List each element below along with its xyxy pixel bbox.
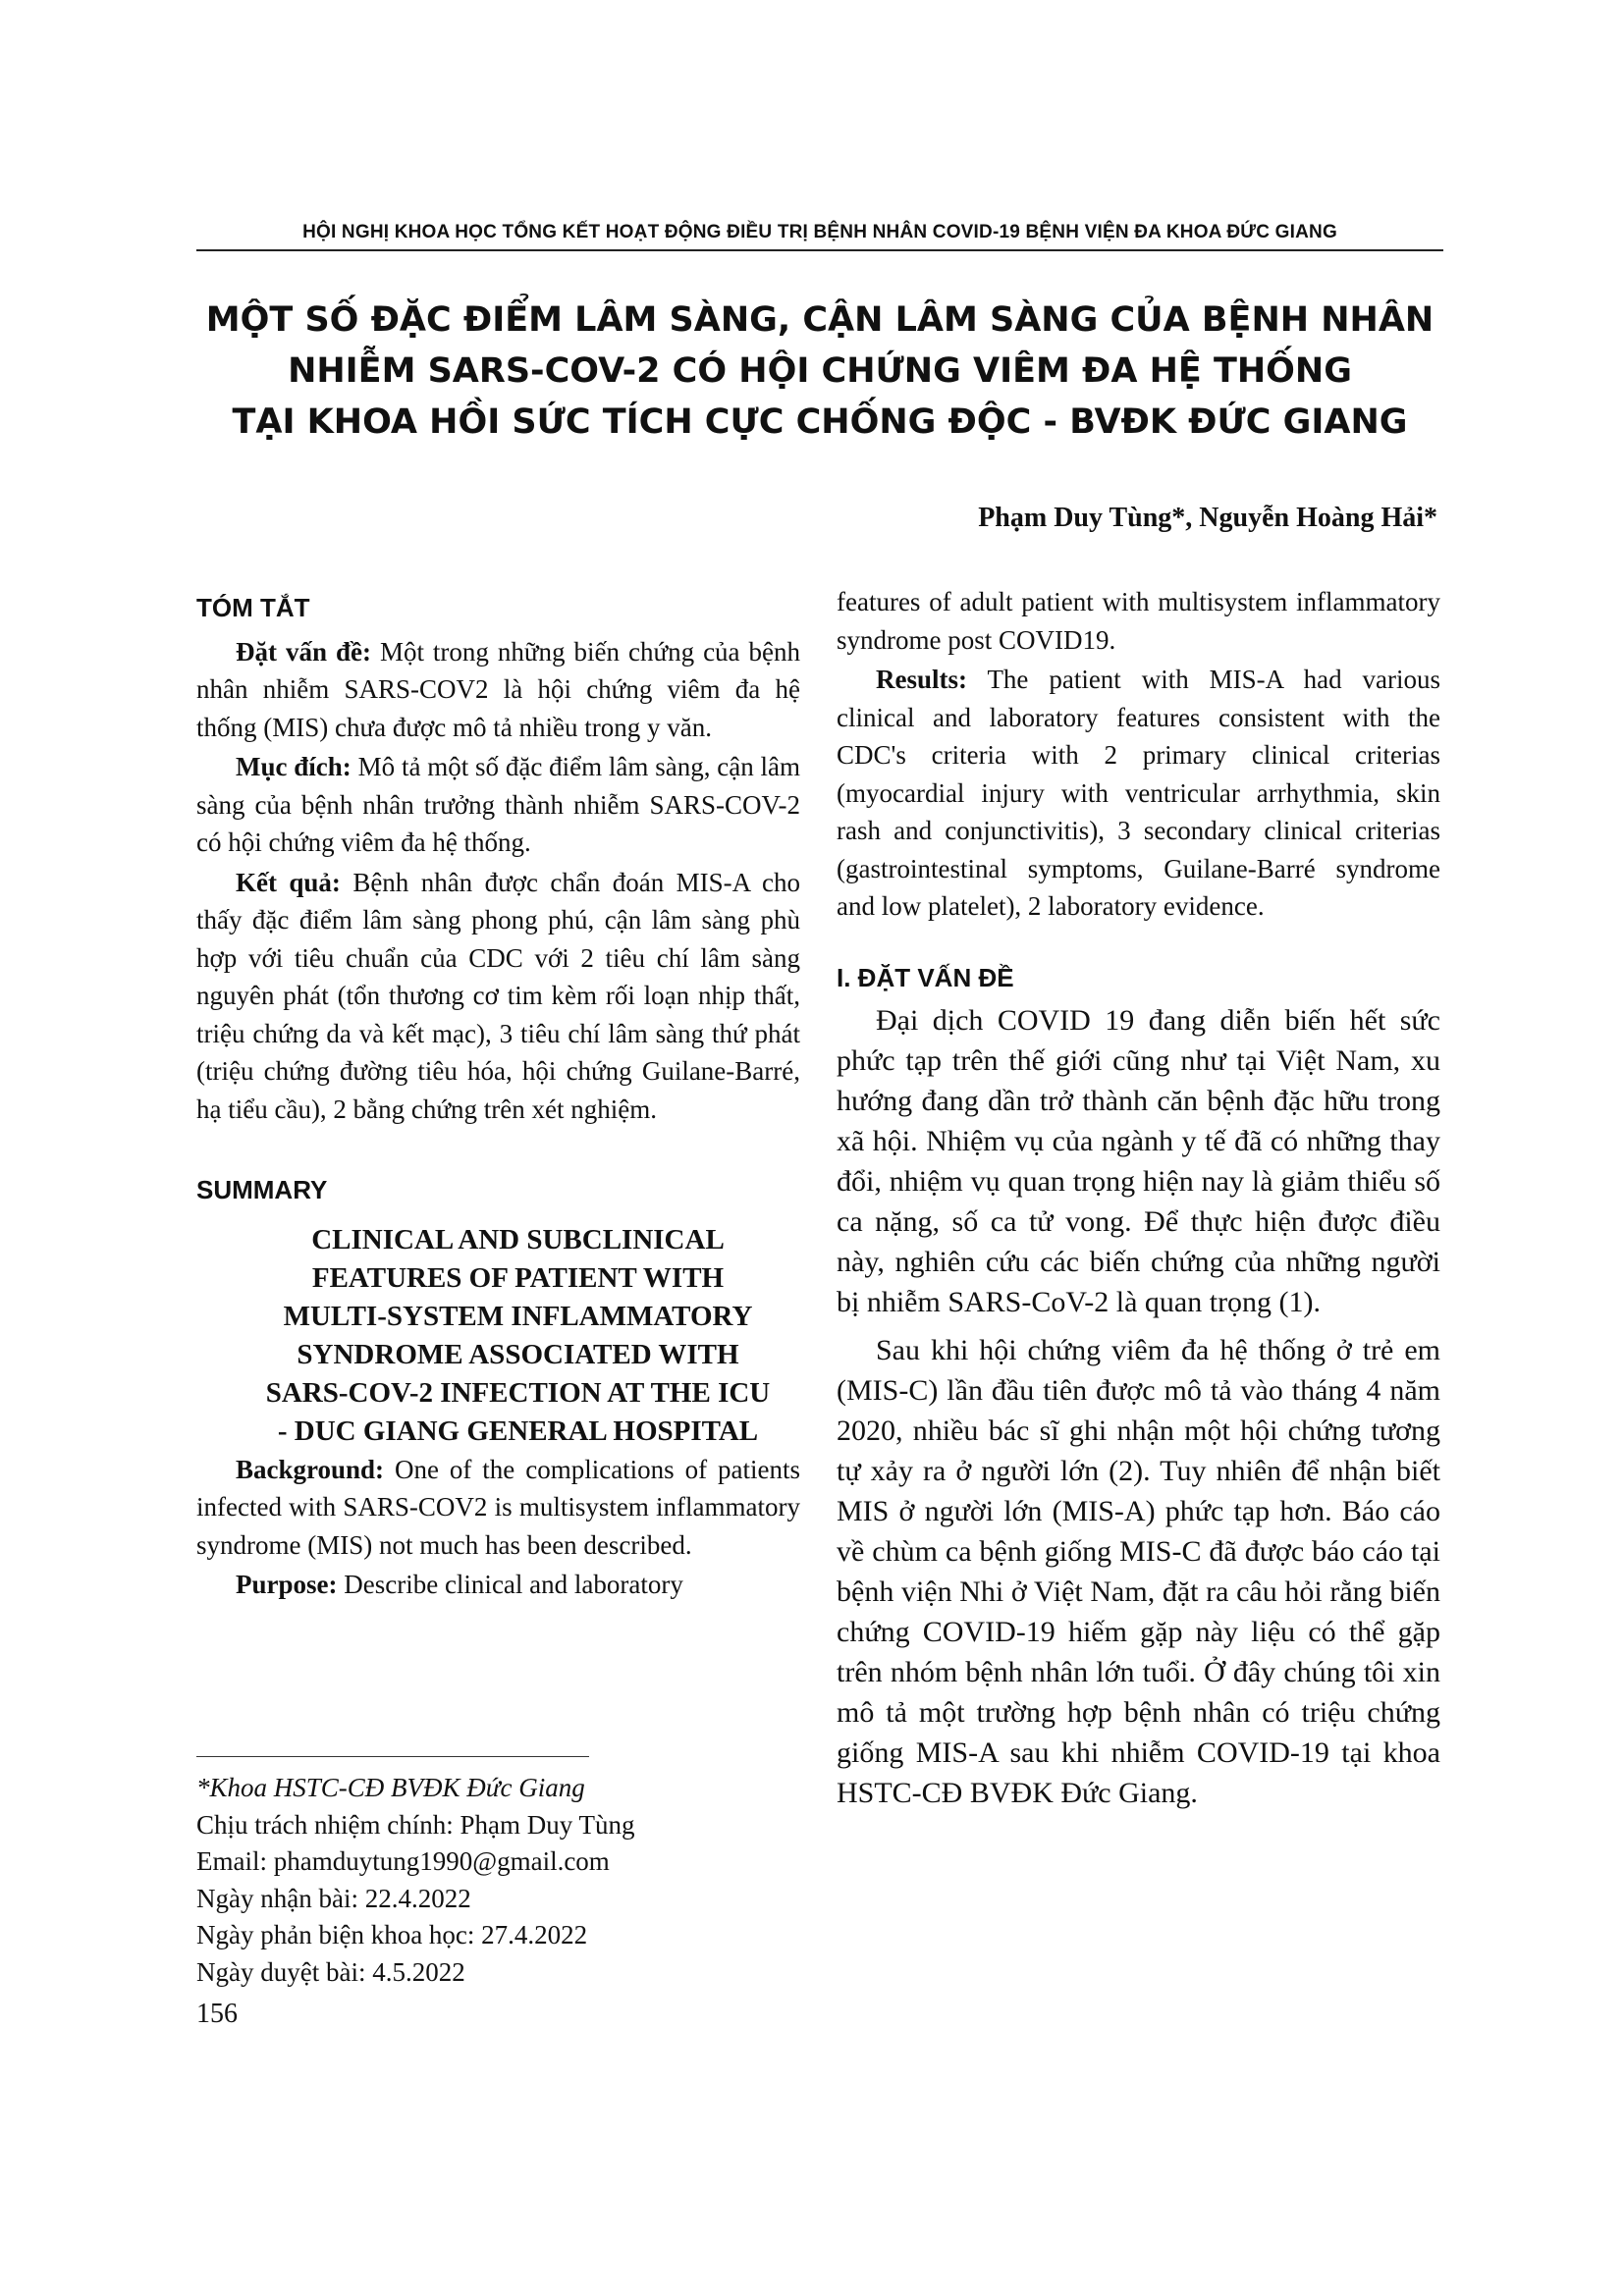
summary-purpose-continued: features of adult patient with multisystem inflammatory syndrome post COVID19.: [837, 587, 1440, 655]
abstract-vi-heading: TÓM TẮT: [196, 593, 310, 622]
label: Mục đích:: [236, 752, 352, 781]
footnote-reviewed: Ngày phản biện khoa học: 27.4.2022: [196, 1920, 588, 1949]
footnotes: [196, 1770, 634, 1991]
abstract-vi-purpose: [196, 748, 800, 862]
title-line: MỘT SỐ ĐẶC ĐIỂM LÂM SÀNG, CẬN LÂM SÀNG CỦA BỆNH NHÂN: [205, 300, 1435, 340]
footnote-affiliation: *Khoa HSTC-CĐ BVĐK Đức Giang: [196, 1773, 585, 1802]
summary-purpose: [196, 1566, 800, 1604]
summary-title-line: SARS-COV-2 INFECTION AT THE ICU: [265, 1376, 771, 1409]
text: Mô tả một số đặc điểm lâm sàng, cận lâm sàng của bệnh nhân trưởng thành nhiễm SARS-COV-2 có hội chứng viêm đa hệ thống.: [196, 752, 801, 857]
right-column: [837, 583, 1440, 1813]
section-1-paragraph: Sau khi hội chứng viêm đa hệ thống ở trẻ em (MIS-C) lần đầu tiên được mô tả vào tháng 4 năm 2020, nhiều bác sĩ ghi nhận một hội chứng tương tự xảy ra ở người lớn (2). Tuy nhiên để nhận biết MIS ở người lớn (MIS-A) phức tạp hơn. Báo cáo về chùm ca bệnh giống MIS-C đã được báo cáo tại bệnh viện Nhi ở Việt Nam, đặt ra câu hỏi rằng biến chứng COVID-19 hiếm gặp này liệu có thể gặp trên nhóm bệnh nhân lớn tuổi. Ở đây chúng tôi xin mô tả một trường hợp bệnh nhân có triệu chứng giống MIS-A sau khi nhiễm COVID-19 tại khoa HSTC-CĐ BVĐK Đức Giang.: [837, 1334, 1440, 1809]
header-rule: [196, 249, 1443, 251]
page-number: 156: [196, 1999, 238, 2029]
running-header: HỘI NGHỊ KHOA HỌC TỔNG KẾT HOẠT ĐỘNG ĐIỀU TRỊ BỆNH NHÂN COVID-19 BỆNH VIỆN ĐA KHOA ĐỨC GIANG: [302, 222, 1337, 242]
paper-title: [196, 294, 1443, 448]
summary-title-line: - DUC GIANG GENERAL HOSPITAL: [277, 1415, 759, 1447]
label: Background:: [236, 1454, 385, 1484]
summary-background: [196, 1451, 800, 1565]
summary-heading: SUMMARY: [196, 1175, 328, 1204]
summary-results: [837, 661, 1440, 926]
text: Một trong những biến chứng của bệnh nhân nhiễm SARS-COV2 là hội chứng viêm đa hệ thống (MIS) chưa được mô tả nhiều trong y văn.: [196, 636, 800, 742]
text: The patient with MIS-A had various clinical and laboratory features consistent with the CDC's criteria with 2 primary clinical criterias (myocardial injury with ventricular arrhythmia, skin rash and conjunctivitis), 3 secondary clinical criterias (gastrointestinal symptoms, Guilane-Barré syndrome and low platelet), 2 laboratory evidence.: [837, 665, 1440, 921]
label: Results:: [876, 665, 967, 694]
footnote-rule: [196, 1756, 589, 1757]
summary-title-line: CLINICAL AND SUBCLINICAL: [311, 1223, 725, 1255]
summary-title-line: SYNDROME ASSOCIATED WITH: [297, 1338, 739, 1370]
label: Kết quả:: [236, 867, 341, 897]
title-line: TẠI KHOA HỒI SỨC TÍCH CỰC CHỐNG ĐỘC - BVĐK ĐỨC GIANG: [232, 402, 1408, 442]
label: Đặt vấn đề:: [236, 636, 371, 667]
text: Bệnh nhân được chẩn đoán MIS-A cho thấy đặc điểm lâm sàng phong phú, cận lâm sàng phù hợp với tiêu chuẩn của CDC với 2 tiêu chí lâm sàng nguyên phát (tổn thương cơ tim kèm rối loạn nhịp thất, triệu chứng da và kết mạc), 3 tiêu chí lâm sàng thứ phát (triệu chứng đường tiêu hóa, hội chứng Guilane-Barré, hạ tiểu cầu), 2 bằng chứng trên xét nghiệm.: [196, 867, 801, 1124]
footnote-accepted: Ngày duyệt bài: 4.5.2022: [196, 1956, 465, 1987]
section-1-heading: I. ĐẶT VẤN ĐỀ: [837, 962, 1014, 992]
footnote-received: Ngày nhận bài: 22.4.2022: [196, 1883, 471, 1913]
title-line: NHIỄM SARS-COV-2 CÓ HỘI CHỨNG VIÊM ĐA HỆ THỐNG: [288, 351, 1352, 391]
footnote-responsible: Chịu trách nhiệm chính: Phạm Duy Tùng: [196, 1809, 635, 1840]
text: One of the complications of patients infected with SARS-COV2 is multisystem inflammatory syndrome (MIS) not much has been described.: [196, 1454, 801, 1560]
footnote-email: Email: phamduytung1990@gmail.com: [196, 1846, 610, 1876]
section-1-paragraph: Đại dịch COVID 19 đang diễn biến hết sức phức tạp trên thế giới cũng như tại Việt Nam, xu hướng đang dần trở thành căn bệnh đặc hữu trong xã hội. Nhiệm vụ của ngành y tế đã có những thay đổi, nhiệm vụ quan trọng hiện nay là giảm thiểu số ca nặng, số ca tử vong. Để thực hiện được điều này, nghiên cứu các biến chứng của những người bị nhiễm SARS-CoV-2 là quan trọng (1).: [837, 1004, 1440, 1318]
summary-title: [196, 1221, 800, 1451]
summary-title-line: MULTI-SYSTEM INFLAMMATORY: [283, 1300, 753, 1332]
authors: Phạm Duy Tùng*, Nguyễn Hoàng Hải*: [978, 503, 1437, 533]
text: Describe clinical and laboratory: [344, 1570, 683, 1599]
abstract-vi-results: [196, 864, 800, 1129]
label: Purpose:: [236, 1570, 338, 1599]
summary-title-line: FEATURES OF PATIENT WITH: [311, 1261, 725, 1294]
abstract-vi-background: [196, 633, 800, 747]
left-column: [196, 589, 800, 1604]
